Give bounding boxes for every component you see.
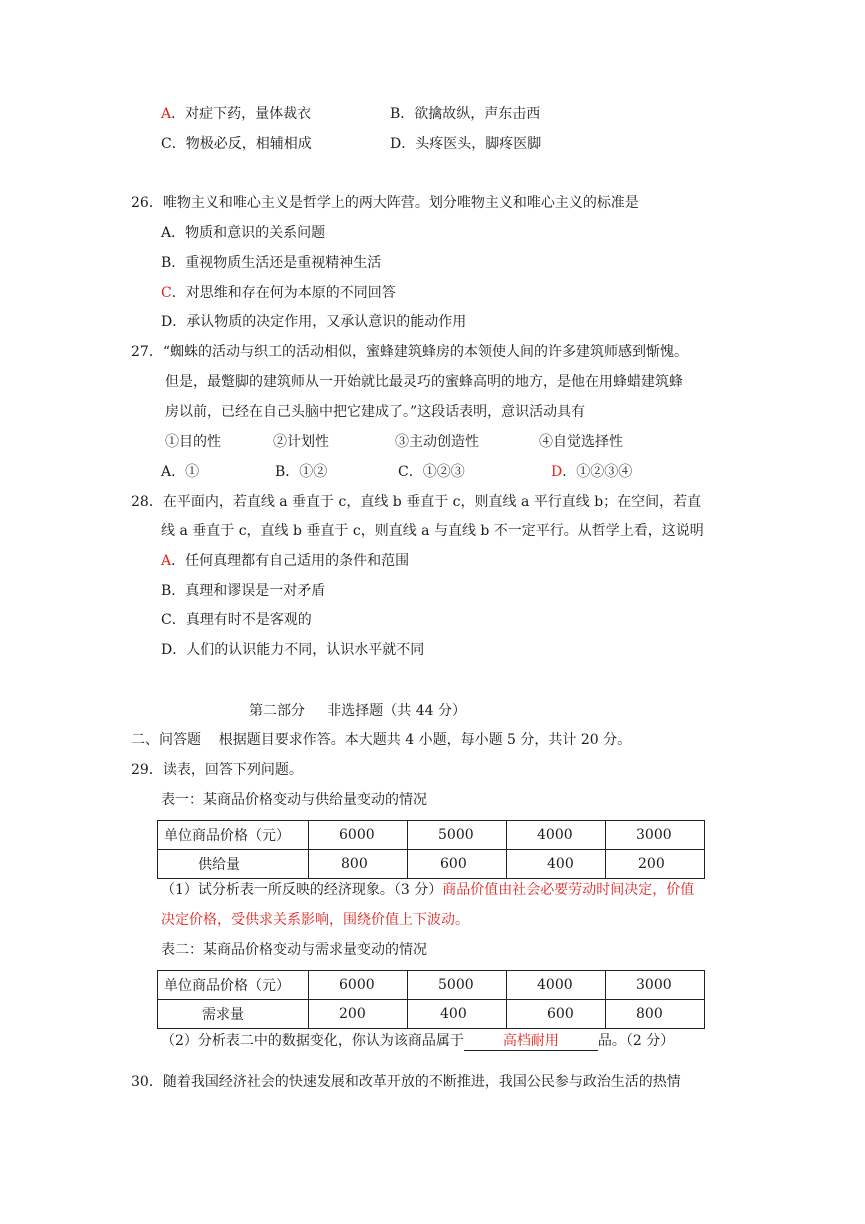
q30-stem: 30．随着我国经济社会的快速发展和改革开放的不断推进，我国公民参与政治生活的热情 xyxy=(131,1074,681,1090)
q29-sub1: （1）试分析表一所反映的经济现象。（3 分）商品价值由社会必要劳动时间决定，价值 xyxy=(161,882,695,898)
answer-marker: A xyxy=(161,106,172,122)
q28-stem-line1: 28．在平面内，若直线 a 垂直于 c，直线 b 垂直于 c，则直线 a 平行直线 b；在空间，若直 xyxy=(131,494,702,510)
answer-marker: A xyxy=(161,553,172,569)
q29-sub2-answer-blank: 高档耐用 xyxy=(464,1032,598,1051)
q26-option-c: C．对思维和存在何为本原的不同回答 xyxy=(161,285,396,301)
q27-stem-line2: 但是，最蹩脚的建筑师从一开始就比最灵巧的蜜蜂高明的地方，是他在用蜂蜡建筑蜂 xyxy=(165,374,683,390)
table-row: 需求量 200 400 600 800 xyxy=(158,1000,705,1029)
q27-stem-line1: 27．“蜘蛛的活动与织工的活动相似，蜜蜂建筑蜂房的本领使人间的许多建筑师感到惭愧。 xyxy=(131,344,688,360)
q27-item-2: ②计划性 xyxy=(273,434,329,450)
table-row: 单位商品价格（元） 6000 5000 4000 3000 xyxy=(158,821,705,850)
q25-option-b: B．欲擒故纵，声东击西 xyxy=(390,106,541,122)
q27-item-3: ③主动创造性 xyxy=(395,434,479,450)
q25-option-c: C．物极必反，相辅相成 xyxy=(161,136,312,152)
q28-option-a: A．任何真理都有自己适用的条件和范围 xyxy=(161,553,410,569)
q27-stem-line3: 房以前，已经在自己头脑中把它建成了。”这段话表明，意识活动具有 xyxy=(165,404,586,420)
table1 xyxy=(157,820,705,879)
table-row: 供给量 800 600 400 200 xyxy=(158,850,705,879)
q27-item-1: ①目的性 xyxy=(165,434,221,450)
q29-sub1-answer: 商品价值由社会必要劳动时间决定，价值 xyxy=(442,882,695,898)
q27-option-b: B．①② xyxy=(275,464,328,480)
table1-title: 表一：某商品价格变动与供给量变动的情况 xyxy=(161,792,427,808)
answer-marker: C xyxy=(161,285,172,301)
q29-sub2: （2）分析表二中的数据变化，你认为该商品属于 高档耐用 品。（2 分） xyxy=(161,1033,675,1049)
q25-option-a: A．对症下药，量体裁衣 xyxy=(161,106,312,122)
q25-option-d: D．头疼医头，脚疼医脚 xyxy=(390,136,542,152)
q26-option-b: B．重视物质生活还是重视精神生活 xyxy=(161,255,382,271)
q27-option-a: A．① xyxy=(161,464,200,480)
q28-option-d: D．人们的认识能力不同，认识水平就不同 xyxy=(161,642,425,658)
table2 xyxy=(157,970,705,1029)
q28-option-c: C．真理有时不是客观的 xyxy=(161,612,312,628)
q28-stem-line2: 线 a 垂直于 c，直线 b 垂直于 c，则直线 a 与直线 b 不一定平行。从哲学上看，这说明 xyxy=(161,523,704,539)
part2-heading: 第二部分 非选择题（共 44 分） xyxy=(249,703,466,719)
table2-title: 表二：某商品价格变动与需求量变动的情况 xyxy=(161,942,427,958)
q27-item-4: ④自觉选择性 xyxy=(539,434,623,450)
q26-stem: 26．唯物主义和唯心主义是哲学上的两大阵营。划分唯物主义和唯心主义的标准是 xyxy=(131,195,639,211)
q26-option-a: A．物质和意识的关系问题 xyxy=(161,225,326,241)
q27-option-d: D．①②③④ xyxy=(551,464,633,480)
answer-marker: D xyxy=(551,464,563,480)
q27-option-c: C．①②③ xyxy=(398,464,465,480)
table-row: 单位商品价格（元） 6000 5000 4000 3000 xyxy=(158,971,705,1000)
q29-sub1-answer-cont: 决定价格，受供求关系影响，围绕价值上下波动。 xyxy=(161,912,469,928)
q29-stem: 29．读表，回答下列问题。 xyxy=(131,762,303,778)
q26-option-d: D．承认物质的决定作用，又承认意识的能动作用 xyxy=(161,314,467,330)
q28-option-b: B．真理和谬误是一对矛盾 xyxy=(161,583,326,599)
part2-instruction: 二、问答题 根据题目要求作答。本大题共 4 小题，每小题 5 分，共计 20 分。 xyxy=(131,732,632,748)
